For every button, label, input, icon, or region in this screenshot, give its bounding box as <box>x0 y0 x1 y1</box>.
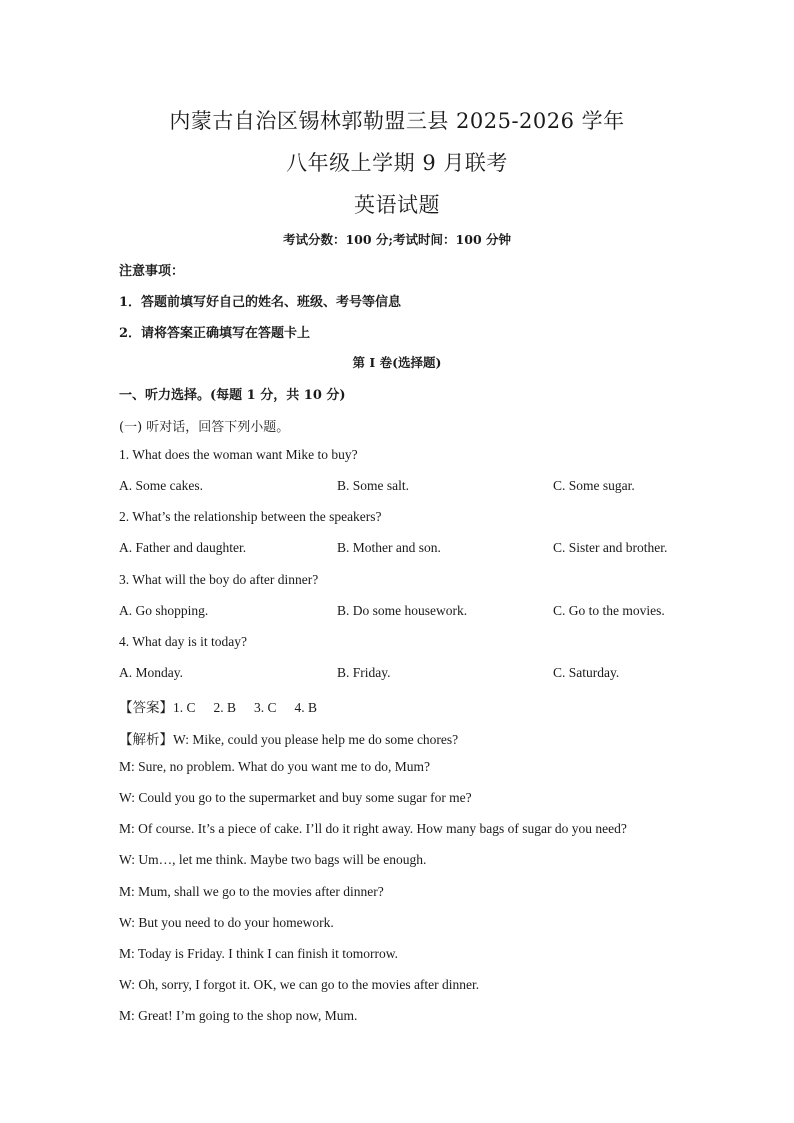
question-3-option-c: C. Go to the movies. <box>553 603 665 618</box>
question-4-stem: 4. What day is it today? <box>119 634 247 649</box>
dialogue-line: M: Sure, no problem. What do you want me to do, Mum? <box>119 759 430 774</box>
notes-heading: 注意事项： <box>119 264 185 279</box>
analysis-label: 【解析】 <box>119 732 173 747</box>
question-2-option-c: C. Sister and brother. <box>553 540 668 555</box>
answer-item: 4. B <box>294 700 318 715</box>
question-3-option-b: B. Do some housework. <box>337 603 468 618</box>
note-item-1: 1．答题前填写好自己的姓名、班级、考号等信息 <box>119 295 402 310</box>
question-3-option-a: A. Go shopping. <box>119 603 209 618</box>
question-2-stem: 2. What’s the relationship between the speakers? <box>119 509 382 524</box>
title-line-2: 八年级上学期 9 月联考 <box>286 151 508 175</box>
volume-title: 第 I 卷(选择题) <box>352 355 442 370</box>
dialogue-line: W: Mike, could you please help me do some chores? <box>173 732 459 747</box>
question-1-option-a: A. Some cakes. <box>119 478 203 493</box>
sub-instruction: (一) 听对话，回答下列小题。 <box>119 420 290 435</box>
dialogue-line: W: Oh, sorry, I forgot it. OK, we can go to the movies after dinner. <box>119 977 480 992</box>
exam-info: 考试分数：100 分;考试时间：100 分钟 <box>282 232 511 247</box>
answer-item: 3. C <box>254 700 277 715</box>
question-1-stem: 1. What does the woman want Mike to buy? <box>119 447 358 462</box>
analysis-line-1 <box>119 728 458 748</box>
question-1-option-b: B. Some salt. <box>337 478 410 493</box>
dialogue-line: M: Today is Friday. I think I can finish it tomorrow. <box>119 946 399 961</box>
dialogue-line: W: Um…, let me think. Maybe two bags will be enough. <box>119 852 427 867</box>
title-line-1: 内蒙古自治区锡林郭勒盟三县 2025-2026 学年 <box>169 109 625 133</box>
answer-label: 【答案】 <box>119 700 173 715</box>
answer-item: 2. B <box>213 700 237 715</box>
question-4-option-c: C. Saturday. <box>553 665 620 680</box>
dialogue-line: W: But you need to do your homework. <box>119 915 334 930</box>
dialogue-line: M: Great! I’m going to the shop now, Mum. <box>119 1008 358 1023</box>
title-line-3: 英语试题 <box>354 193 440 217</box>
dialogue-line: M: Of course. It’s a piece of cake. I’ll do it right away. How many bags of sugar do you need? <box>119 821 627 836</box>
dialogue-line: W: Could you go to the supermarket and buy some sugar for me? <box>119 790 472 805</box>
question-3-stem: 3. What will the boy do after dinner? <box>119 572 319 587</box>
dialogue-line: M: Mum, shall we go to the movies after dinner? <box>119 884 384 899</box>
part-title: 一、听力选择。(每题 1 分，共 10 分) <box>119 388 346 403</box>
question-4-option-a: A. Monday. <box>119 665 183 680</box>
question-2-option-a: A. Father and daughter. <box>119 540 247 555</box>
question-2-option-b: B. Mother and son. <box>337 540 441 555</box>
answer-item: 1. C <box>173 700 196 715</box>
answer-row <box>119 696 335 716</box>
question-1-option-c: C. Some sugar. <box>553 478 635 493</box>
note-item-2: 2．请将答案正确填写在答题卡上 <box>119 326 311 341</box>
question-4-option-b: B. Friday. <box>337 665 391 680</box>
